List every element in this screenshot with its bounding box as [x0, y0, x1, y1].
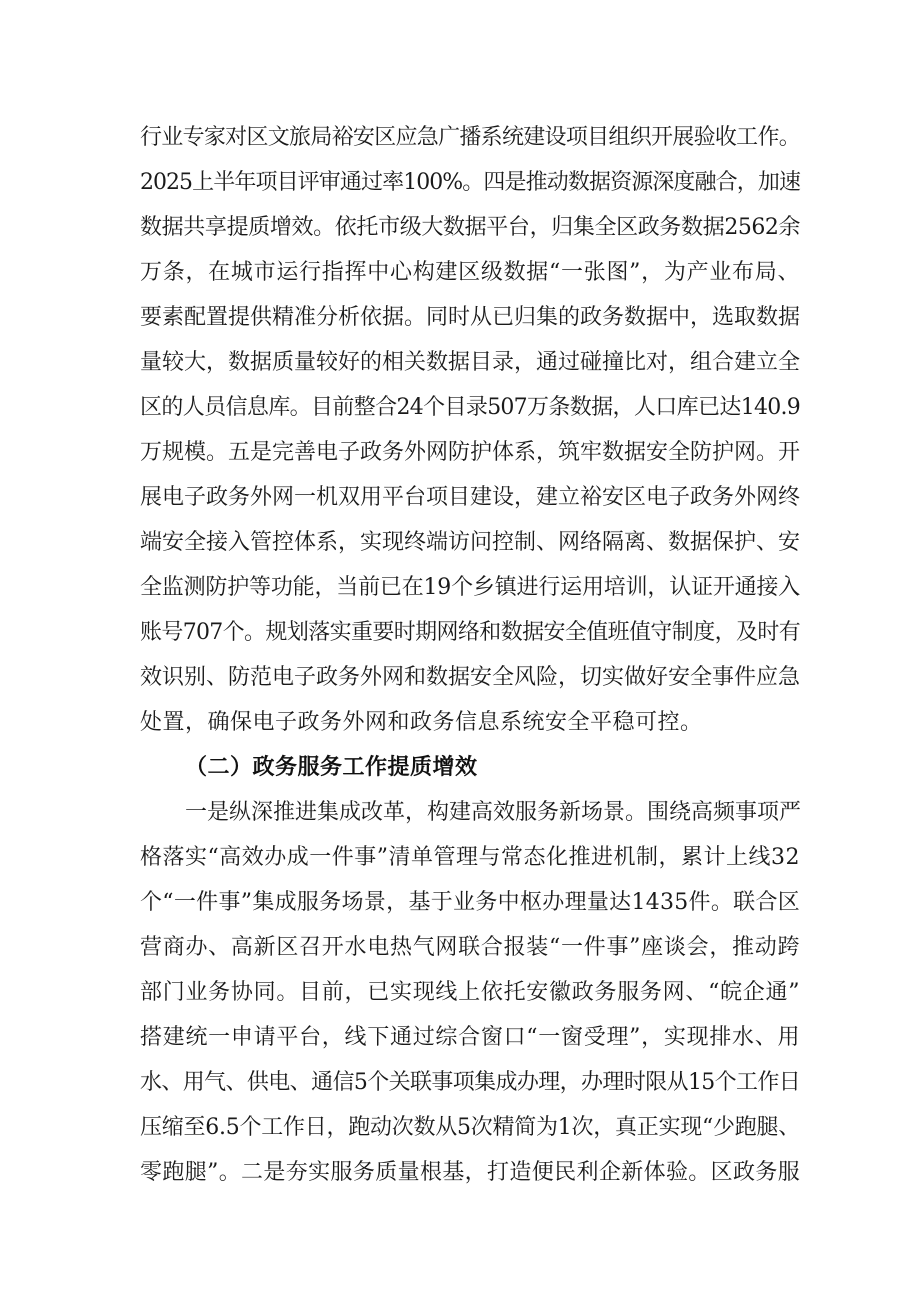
paragraph-line: 搭建统一申请平台，线下通过综合窗口“一窗受理”，实现排水、用 [140, 1025, 800, 1050]
paragraph-line: 部门业务协同。目前，已实现线上依托安徽政务服务网、“皖企通” [140, 980, 800, 1005]
paragraph-line: 营商办、高新区召开水电热气网联合报装“一件事”座谈会，推动跨 [140, 935, 800, 960]
paragraph-line: 零跑腿”。二是夯实服务质量根基，打造便民利企新体验。区政务服 [140, 1160, 800, 1185]
paragraph-line: 全监测防护等功能，当前已在19个乡镇进行运用培训，认证开通接入 [140, 575, 800, 600]
paragraph-line: 端安全接入管控体系，实现终端访问控制、网络隔离、数据保护、安 [140, 530, 801, 555]
paragraph-line: 水、用气、供电、通信5个关联事项集成办理，办理时限从15个工作日 [140, 1070, 800, 1095]
paragraph-line: 格落实“高效办成一件事”清单管理与常态化推进机制，累计上线32 [140, 845, 800, 870]
paragraph-line: 效识别、防范电子政务外网和数据安全风险，切实做好安全事件应急 [140, 665, 801, 690]
paragraph-line: 万条，在城市运行指挥中心构建区级数据“一张图”，为产业布局、 [140, 260, 800, 285]
paragraph-line: 万规模。五是完善电子政务外网防护体系，筑牢数据安全防护网。开 [140, 440, 801, 465]
paragraph-line: 一是纵深推进集成改革，构建高效服务新场景。围绕高频事项严 [185, 800, 802, 825]
paragraph-line: 数据共享提质增效。依托市级大数据平台，归集全区政务数据2562余 [140, 215, 800, 240]
paragraph-line: 账号707个。规划落实重要时期网络和数据安全值班值守制度，及时有 [140, 620, 800, 645]
paragraph-line: 展电子政务外网一机双用平台项目建设，建立裕安区电子政务外网终 [140, 485, 801, 510]
paragraph-line: 压缩至6.5个工作日，跑动次数从5次精简为1次，真正实现“少跑腿、 [140, 1115, 800, 1140]
paragraph-line: 行业专家对区文旅局裕安区应急广播系统建设项目组织开展验收工作。 [140, 125, 800, 150]
paragraph-line: 2025上半年项目评审通过率100%。四是推动数据资源深度融合，加速 [140, 170, 800, 195]
section-heading: （二）政务服务工作提质增效 [185, 755, 478, 780]
paragraph-line: 个“一件事”集成服务场景，基于业务中枢办理量达1435件。联合区 [140, 890, 801, 915]
paragraph-line: 要素配置提供精准分析依据。同时从已归集的政务数据中，选取数据 [140, 305, 801, 330]
paragraph-line: 区的人员信息库。目前整合24个目录507万条数据，人口库已达140.9 [140, 395, 800, 420]
paragraph-line: 处置，确保电子政务外网和政务信息系统安全平稳可控。 [140, 710, 703, 735]
paragraph-line: 量较大，数据质量较好的相关数据目录，通过碰撞比对，组合建立全 [140, 350, 801, 375]
